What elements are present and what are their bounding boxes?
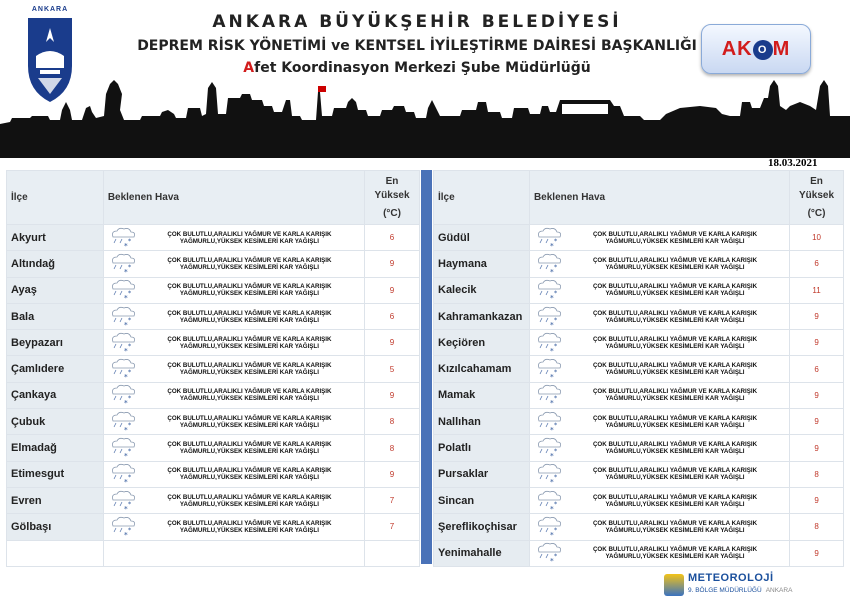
table-row [434,356,844,382]
svg-text:*: * [549,530,554,539]
svg-text:*: * [123,373,128,382]
meteorology-badge-icon [664,574,684,596]
district-name: Gölbaşı [7,514,104,540]
district-name: Akyurt [7,225,104,251]
district-name: Etimesgut [7,461,104,487]
forecast-text: ÇOK BULUTLU,ARALIKLI YAĞMUR VE KARLA KARIŞIK YAĞMURLU,YÜKSEK KESİMLERİ KAR YAĞIŞLI [167,441,332,456]
svg-text:*: * [549,294,554,303]
title-department: DEPREM RİSK YÖNETİMİ ve KENTSEL İYİLEŞTİRME DAİRESİ BAŞKANLIĞI [137,38,697,54]
district-name: Kızılcahamam [434,356,530,382]
forecast-text: ÇOK BULUTLU,ARALIKLI YAĞMUR VE KARLA KARIŞIK YAĞMURLU,YÜKSEK KESİMLERİ KAR YAĞIŞLI [592,467,758,482]
akom-logo [701,24,811,74]
table-header-row [7,171,420,225]
svg-text:*: * [123,425,128,434]
forecast-text: ÇOK BULUTLU,ARALIKLI YAĞMUR VE KARLA KARIŞIK YAĞMURLU,YÜKSEK KESİMLERİ KAR YAĞIŞLI [592,441,758,456]
forecast-text: ÇOK BULUTLU,ARALIKLI YAĞMUR VE KARLA KARIŞIK YAĞMURLU,YÜKSEK KESİMLERİ KAR YAĞIŞLI [592,414,758,429]
max-temperature: 10 [790,225,844,251]
svg-text:*: * [123,399,128,408]
svg-text:*: * [127,290,131,298]
header-forecast: Beklenen Hava [529,171,789,225]
forecast-cell [529,409,789,435]
header-max-line1: En [810,175,823,187]
svg-text:*: * [127,263,131,271]
max-temperature: 7 [365,514,420,540]
title-initial: A [243,60,255,76]
max-temperature: 8 [365,409,420,435]
meteorology-title: METEOROLOJİ [688,572,774,584]
max-temperature: 9 [365,251,420,277]
max-temperature: 9 [365,461,420,487]
max-temperature: 9 [790,303,844,329]
forecast-cell [529,303,789,329]
max-temperature: 9 [790,330,844,356]
svg-text:*: * [127,316,131,324]
district-name: Altındağ [7,251,104,277]
cloud-rain-snow-icon [107,436,137,460]
cloud-rain-snow-icon [533,226,563,250]
forecast-cell [529,540,789,566]
cloud-rain-snow-icon [107,226,137,250]
title-municipality: ANKARA BÜYÜKŞEHİR BELEDİYESİ [212,12,622,32]
cloud-rain-snow-icon [107,383,137,407]
title-rest: fet Koordinasyon Merkezi Şube Müdürlüğü [254,60,591,76]
table-row [7,435,420,461]
forecast-cell [529,487,789,513]
forecast-text: ÇOK BULUTLU,ARALIKLI YAĞMUR VE KARLA KARIŞIK YAĞMURLU,YÜKSEK KESİMLERİ KAR YAĞIŞLI [592,230,758,245]
cloud-rain-snow-icon [107,252,137,276]
table-row [7,277,420,303]
svg-text:*: * [549,241,554,250]
cloud-rain-snow-icon [107,489,137,513]
svg-text:*: * [127,448,131,456]
header-max-line2: Yüksek [374,189,410,201]
table-row [434,382,844,408]
cloud-rain-snow-icon [533,383,563,407]
max-temperature: 9 [790,382,844,408]
akom-ak: AK [721,38,753,60]
max-temperature: 8 [365,435,420,461]
max-temperature: 7 [365,487,420,513]
district-name: Çamlıdere [7,356,104,382]
cloud-rain-snow-icon [107,515,137,539]
forecast-cell [529,435,789,461]
max-temperature: 9 [790,487,844,513]
cloud-rain-snow-icon [533,331,563,355]
cloud-rain-snow-icon [533,462,563,486]
header-max-temp [790,171,844,225]
svg-text:*: * [553,526,558,534]
svg-text:*: * [123,294,128,303]
cloud-rain-snow-icon [107,331,137,355]
forecast-cell [529,277,789,303]
empty-cell [7,540,104,566]
table-header-row [434,171,844,225]
forecast-text: ÇOK BULUTLU,ARALIKLI YAĞMUR VE KARLA KARIŞIK YAĞMURLU,YÜKSEK KESİMLERİ KAR YAĞIŞLI [167,283,332,298]
forecast-text: ÇOK BULUTLU,ARALIKLI YAĞMUR VE KARLA KARIŞIK YAĞMURLU,YÜKSEK KESİMLERİ KAR YAĞIŞLI [167,388,332,403]
district-name: Çankaya [7,382,104,408]
forecast-text: ÇOK BULUTLU,ARALIKLI YAĞMUR VE KARLA KARIŞIK YAĞMURLU,YÜKSEK KESİMLERİ KAR YAĞIŞLI [592,335,758,350]
svg-text:*: * [549,557,554,566]
table-row [434,514,844,540]
district-name: Pursaklar [434,461,530,487]
max-temperature: 8 [790,461,844,487]
table-row [434,461,844,487]
svg-text:*: * [549,320,554,329]
svg-text:*: * [549,346,554,355]
city-skyline-image [0,80,850,158]
forecast-cell [103,487,364,513]
forecast-text: ÇOK BULUTLU,ARALIKLI YAĞMUR VE KARLA KARIŞIK YAĞMURLU,YÜKSEK KESİMLERİ KAR YAĞIŞLI [167,493,332,508]
forecast-text: ÇOK BULUTLU,ARALIKLI YAĞMUR VE KARLA KARIŞIK YAĞMURLU,YÜKSEK KESİMLERİ KAR YAĞIŞLI [592,256,758,271]
forecast-text: ÇOK BULUTLU,ARALIKLI YAĞMUR VE KARLA KARIŞIK YAĞMURLU,YÜKSEK KESİMLERİ KAR YAĞIŞLI [167,335,332,350]
max-temperature: 5 [365,356,420,382]
svg-text:*: * [553,263,558,271]
table-row [7,356,420,382]
cloud-rain-snow-icon [533,278,563,302]
cloud-rain-snow-icon [533,357,563,381]
max-temperature: 6 [365,225,420,251]
district-name: Çubuk [7,409,104,435]
forecast-cell [103,303,364,329]
max-temperature: 9 [790,409,844,435]
district-name: Ayaş [7,277,104,303]
svg-text:*: * [123,530,128,539]
svg-text:*: * [549,267,554,276]
svg-text:*: * [549,373,554,382]
table-row [434,330,844,356]
max-temperature: 9 [365,330,420,356]
svg-text:*: * [553,316,558,324]
forecast-cell [529,330,789,356]
empty-cell [365,540,420,566]
forecast-cell [103,514,364,540]
empty-cell [103,540,364,566]
district-name: Kalecik [434,277,530,303]
svg-text:*: * [127,474,131,482]
svg-text:*: * [127,421,131,429]
cloud-rain-snow-icon [107,278,137,302]
forecast-cell [529,251,789,277]
svg-text:*: * [553,290,558,298]
column-divider [421,170,432,564]
svg-text:*: * [127,369,131,377]
right-table-body [434,225,844,567]
svg-text:*: * [127,237,131,245]
akom-o: O [753,40,773,60]
forecast-text: ÇOK BULUTLU,ARALIKLI YAĞMUR VE KARLA KARIŞIK YAĞMURLU,YÜKSEK KESİMLERİ KAR YAĞIŞLI [167,414,332,429]
header-max-temp [365,171,420,225]
table-row [7,461,420,487]
forecast-cell [103,409,364,435]
svg-text:*: * [553,474,558,482]
district-name: Polatlı [434,435,530,461]
district-name: Kahramankazan [434,303,530,329]
cloud-rain-snow-icon [107,357,137,381]
max-temperature: 6 [790,356,844,382]
forecast-cell [103,435,364,461]
forecast-cell [529,356,789,382]
cloud-rain-snow-icon [533,305,563,329]
district-name: Evren [7,487,104,513]
svg-text:*: * [123,267,128,276]
max-temperature: 11 [790,277,844,303]
forecast-text: ÇOK BULUTLU,ARALIKLI YAĞMUR VE KARLA KARIŞIK YAĞMURLU,YÜKSEK KESİMLERİ KAR YAĞIŞLI [167,309,332,324]
forecast-cell [529,225,789,251]
forecast-text: ÇOK BULUTLU,ARALIKLI YAĞMUR VE KARLA KARIŞIK YAĞMURLU,YÜKSEK KESİMLERİ KAR YAĞIŞLI [592,493,758,508]
table-row [7,514,420,540]
left-table-body [7,225,420,567]
forecast-cell [103,251,364,277]
empty-table-row [7,540,420,566]
header-forecast: Beklenen Hava [103,171,364,225]
forecast-cell [103,356,364,382]
district-name: Elmadağ [7,435,104,461]
district-name: Bala [7,303,104,329]
table-row [434,225,844,251]
cloud-rain-snow-icon [533,515,563,539]
meteorology-logo [664,572,793,600]
district-name: Şereflikoçhisar [434,514,530,540]
forecast-text: ÇOK BULUTLU,ARALIKLI YAĞMUR VE KARLA KARIŞIK YAĞMURLU,YÜKSEK KESİMLERİ KAR YAĞIŞLI [167,230,332,245]
forecast-text: ÇOK BULUTLU,ARALIKLI YAĞMUR VE KARLA KARIŞIK YAĞMURLU,YÜKSEK KESİMLERİ KAR YAĞIŞLI [167,519,332,534]
district-name: Sincan [434,487,530,513]
page-header [0,0,850,158]
logo-text: ANKARA [31,6,69,13]
forecast-table-right [433,170,844,567]
akom-m: M [772,38,791,60]
forecast-text: ÇOK BULUTLU,ARALIKLI YAĞMUR VE KARLA KARIŞIK YAĞMURLU,YÜKSEK KESİMLERİ KAR YAĞIŞLI [592,546,758,561]
cloud-rain-snow-icon [107,410,137,434]
table-row [7,303,420,329]
table-row [7,409,420,435]
svg-text:*: * [123,452,128,461]
table-row [7,382,420,408]
forecast-cell [529,514,789,540]
table-row [7,487,420,513]
forecast-cell [103,330,364,356]
svg-text:*: * [553,237,558,245]
forecast-text: ÇOK BULUTLU,ARALIKLI YAĞMUR VE KARLA KARIŞIK YAĞMURLU,YÜKSEK KESİMLERİ KAR YAĞIŞLI [592,283,758,298]
svg-text:*: * [549,478,554,487]
table-row [7,225,420,251]
forecast-cell [103,225,364,251]
header-max-line1: En [385,175,399,187]
svg-text:*: * [553,395,558,403]
cloud-rain-snow-icon [533,410,563,434]
svg-text:*: * [549,504,554,513]
svg-text:*: * [127,395,131,403]
forecast-cell [103,382,364,408]
district-name: Haymana [434,251,530,277]
svg-text:*: * [549,425,554,434]
svg-text:*: * [553,500,558,508]
table-row [434,540,844,566]
forecast-text: ÇOK BULUTLU,ARALIKLI YAĞMUR VE KARLA KARIŞIK YAĞMURLU,YÜKSEK KESİMLERİ KAR YAĞIŞLI [592,388,758,403]
svg-text:*: * [549,452,554,461]
forecast-text: ÇOK BULUTLU,ARALIKLI YAĞMUR VE KARLA KARIŞIK YAĞMURLU,YÜKSEK KESİMLERİ KAR YAĞIŞLI [592,362,758,377]
district-name: Beypazarı [7,330,104,356]
district-name: Güdül [434,225,530,251]
table-row [7,330,420,356]
header-max-unit: (°C) [807,207,826,219]
svg-text:*: * [123,504,128,513]
header-district: İlçe [7,171,104,225]
svg-text:*: * [549,399,554,408]
district-name: Keçiören [434,330,530,356]
svg-text:*: * [123,346,128,355]
svg-text:*: * [123,241,128,250]
meteorology-region: 9. BÖLGE MÜDÜRLÜĞÜ [688,587,762,594]
table-row [434,487,844,513]
header-district: İlçe [434,171,530,225]
forecast-table-left [6,170,420,567]
forecast-text: ÇOK BULUTLU,ARALIKLI YAĞMUR VE KARLA KARIŞIK YAĞMURLU,YÜKSEK KESİMLERİ KAR YAĞIŞLI [167,467,332,482]
table-row [434,251,844,277]
cloud-rain-snow-icon [107,462,137,486]
svg-text:*: * [127,500,131,508]
cloud-rain-snow-icon [107,305,137,329]
svg-text:*: * [553,448,558,456]
svg-text:*: * [553,369,558,377]
svg-text:*: * [123,320,128,329]
district-name: Mamak [434,382,530,408]
forecast-text: ÇOK BULUTLU,ARALIKLI YAĞMUR VE KARLA KARIŞIK YAĞMURLU,YÜKSEK KESİMLERİ KAR YAĞIŞLI [592,309,758,324]
max-temperature: 9 [365,277,420,303]
max-temperature: 9 [790,435,844,461]
svg-text:*: * [553,342,558,350]
header-max-line2: Yüksek [799,189,835,201]
forecast-text: ÇOK BULUTLU,ARALIKLI YAĞMUR VE KARLA KARIŞIK YAĞMURLU,YÜKSEK KESİMLERİ KAR YAĞIŞLI [167,256,332,271]
svg-text:*: * [123,478,128,487]
table-row [434,277,844,303]
max-temperature: 6 [790,251,844,277]
cloud-rain-snow-icon [533,489,563,513]
forecast-text: ÇOK BULUTLU,ARALIKLI YAĞMUR VE KARLA KARIŞIK YAĞMURLU,YÜKSEK KESİMLERİ KAR YAĞIŞLI [167,362,332,377]
max-temperature: 8 [790,514,844,540]
forecast-cell [103,461,364,487]
meteorology-subtitle [688,587,792,594]
table-row [7,251,420,277]
table-row [434,435,844,461]
meteorology-city: ANKARA [765,587,793,594]
cloud-rain-snow-icon [533,252,563,276]
report-date: 18.03.2021 [768,157,818,169]
district-name: Nallıhan [434,409,530,435]
cloud-rain-snow-icon [533,541,563,565]
header-max-unit: (°C) [383,207,401,219]
svg-text:*: * [127,342,131,350]
district-name: Yenimahalle [434,540,530,566]
cloud-rain-snow-icon [533,436,563,460]
table-row [434,409,844,435]
forecast-text: ÇOK BULUTLU,ARALIKLI YAĞMUR VE KARLA KARIŞIK YAĞMURLU,YÜKSEK KESİMLERİ KAR YAĞIŞLI [592,519,758,534]
svg-text:*: * [553,421,558,429]
table-row [434,303,844,329]
max-temperature: 9 [365,382,420,408]
forecast-cell [529,382,789,408]
svg-text:*: * [127,526,131,534]
svg-text:*: * [553,553,558,561]
max-temperature: 9 [790,540,844,566]
forecast-cell [529,461,789,487]
max-temperature: 6 [365,303,420,329]
forecast-cell [103,277,364,303]
